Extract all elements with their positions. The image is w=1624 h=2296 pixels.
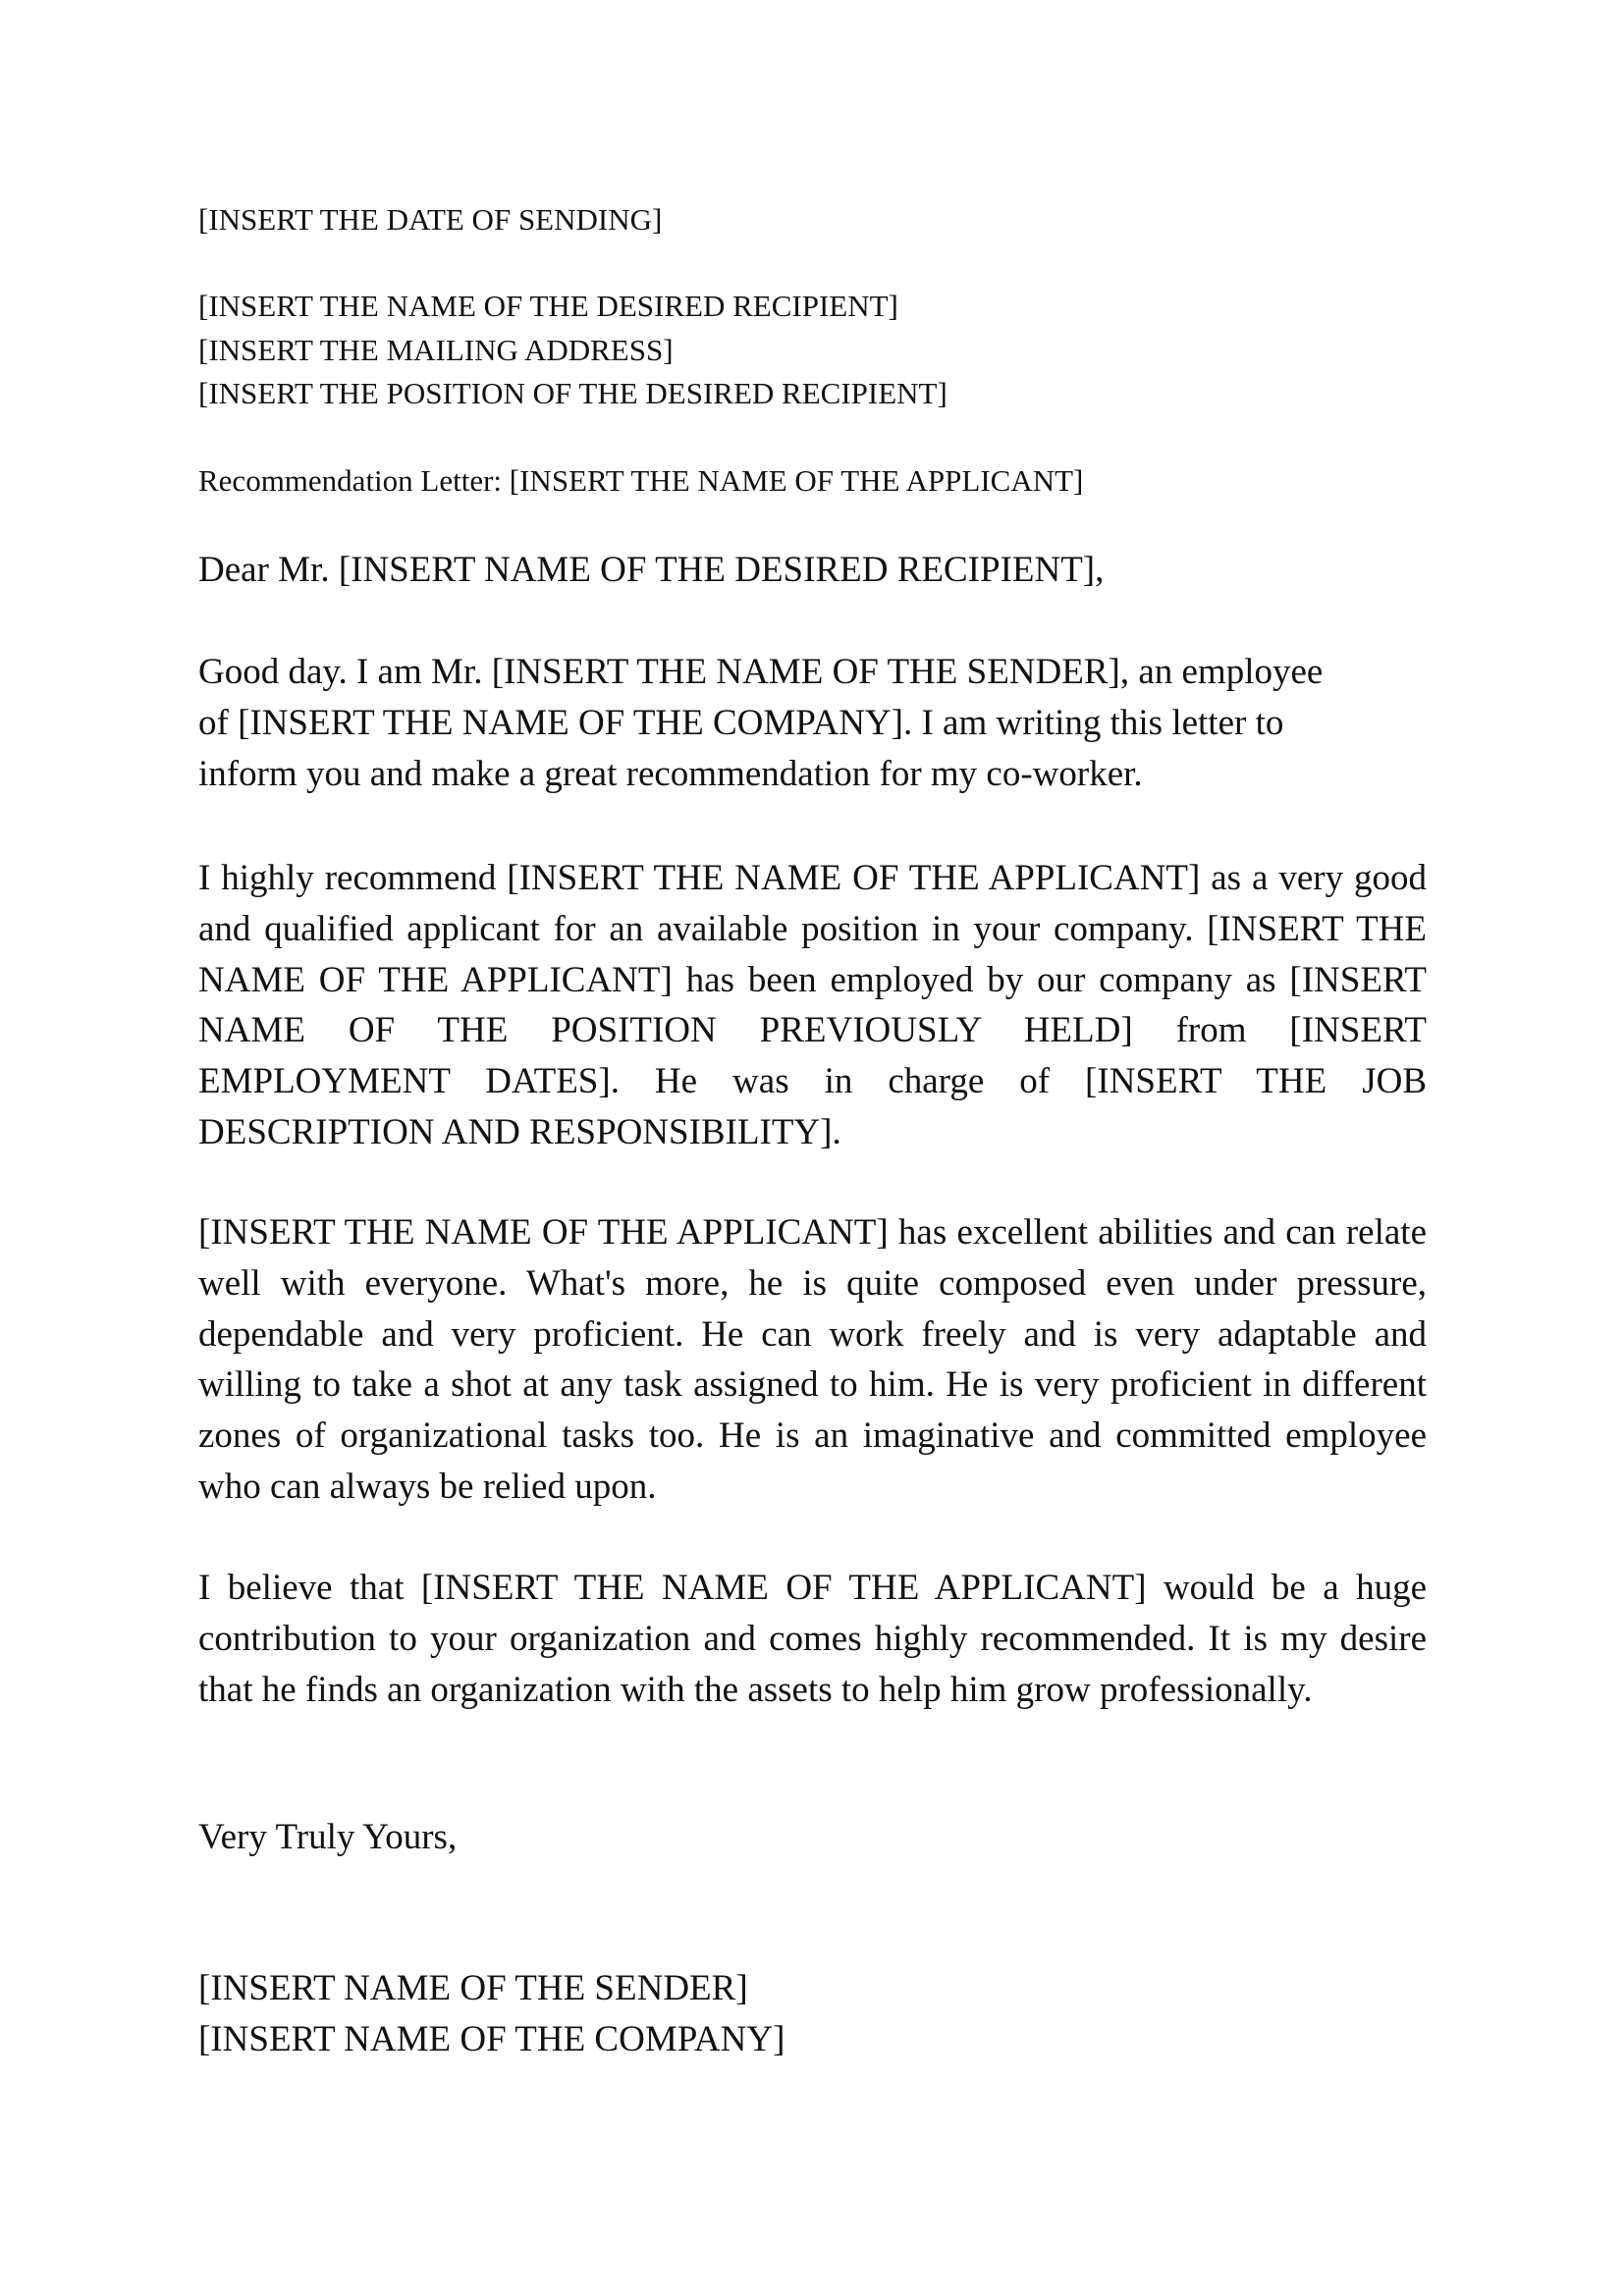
subject-line: Recommendation Letter: [INSERT THE NAME OF THE APPLICANT] — [198, 463, 1084, 498]
signature-block — [198, 1963, 785, 2065]
paragraph-intro-line: Good day. I am Mr. [INSERT THE NAME OF THE SENDER], an employee — [198, 652, 1324, 692]
recipient-position: [INSERT THE POSITION OF THE DESIRED RECIPIENT] — [198, 376, 947, 410]
signature-sender: [INSERT NAME OF THE SENDER] — [198, 1968, 748, 2008]
recipient-block — [198, 285, 947, 416]
paragraph-intro-line: inform you and make a great recommendation for my co-worker. — [198, 753, 1143, 794]
recipient-address: [INSERT THE MAILING ADDRESS] — [198, 332, 674, 367]
paragraph-recommendation: I highly recommend [INSERT THE NAME OF THE APPLICANT] as a very good and qualified applicant for an available position in your company. [INSERT THE NAME OF THE APPLICANT] has been employed by our company as [INSERT NAME OF THE POSITION PREVIOUSLY HELD] from [INSERT EMPLOYMENT DATES]. He was in charge of [INSERT THE JOB DESCRIPTION AND RESPONSIBILITY]. — [198, 858, 1427, 1152]
paragraph-intro — [198, 647, 1323, 799]
date-line: [INSERT THE DATE OF SENDING] — [198, 202, 663, 237]
recipient-name: [INSERT THE NAME OF THE DESIRED RECIPIENT] — [198, 289, 898, 323]
salutation: Dear Mr. [INSERT NAME OF THE DESIRED RECIPIENT], — [198, 550, 1105, 590]
paragraph-qualities: [INSERT THE NAME OF THE APPLICANT] has excellent abilities and can relate well with everyone. What's more, he is quite composed even under pressure, dependable and very proficient. He can work freely and is very adaptable and willing to take a shot at any task assigned to him. He is very proficient in different zones of organizational tasks too. He is an imaginative and committed employee who can always be relied upon. — [198, 1212, 1427, 1507]
closing: Very Truly Yours, — [198, 1817, 458, 1857]
paragraph-intro-line: of [INSERT THE NAME OF THE COMPANY]. I am writing this letter to — [198, 702, 1284, 743]
paragraph-conclusion: I believe that [INSERT THE NAME OF THE APPLICANT] would be a huge contribution to your organization and comes highly recommended. It is my desire that he finds an organization with the assets to help him grow professionally. — [198, 1568, 1427, 1710]
signature-company: [INSERT NAME OF THE COMPANY] — [198, 2018, 785, 2059]
